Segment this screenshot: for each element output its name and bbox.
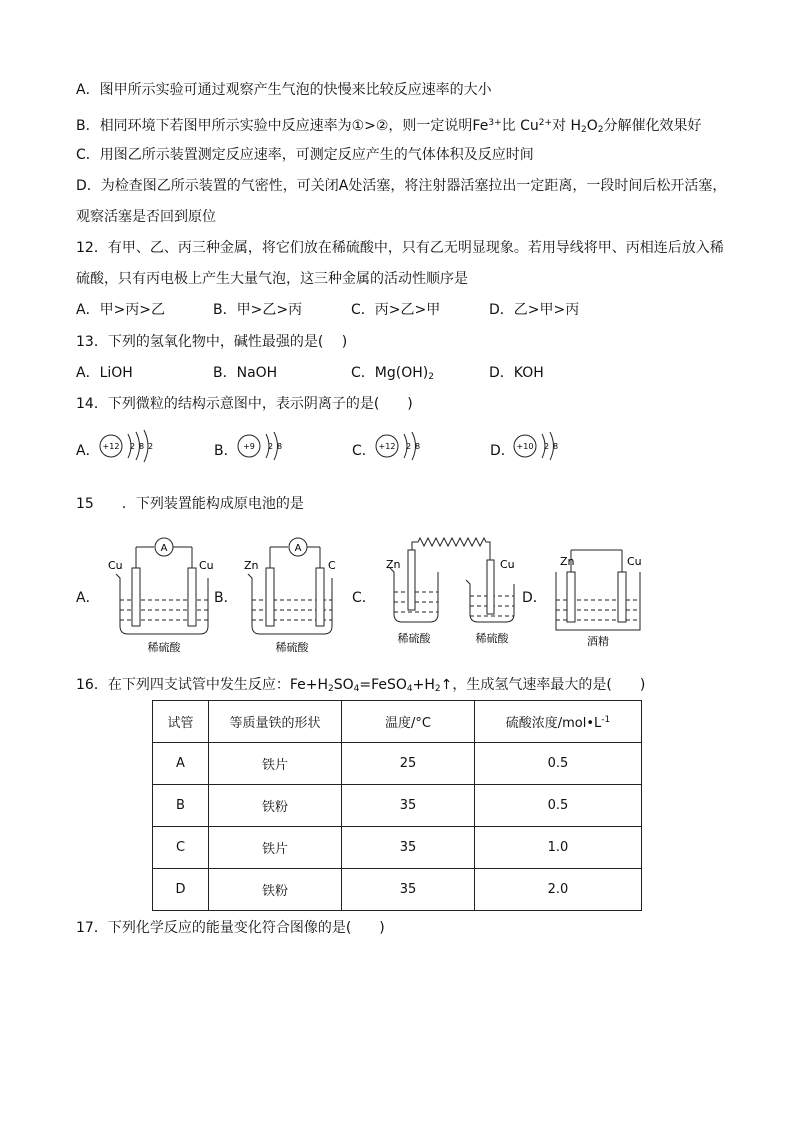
q14-option-c (352, 440, 421, 460)
table-cell: 0.5 (475, 743, 642, 785)
galvanic-cell-diagram-b (236, 530, 356, 660)
table-cell: 35 (342, 785, 475, 827)
solution-left-label: 稀硫酸 (397, 632, 431, 645)
q12-option-b: B．甲>乙>丙 (213, 302, 303, 318)
q15-stem: 15 ．下列装置能构成原电池的是 (76, 496, 304, 512)
electrode-left-label: Cu (108, 559, 123, 572)
electrode-right-label: Cu (199, 559, 214, 572)
q12-stem-line2: 硫酸，只有丙电极上产生大量气泡，这三种金属的活动性顺序是 (76, 271, 468, 287)
q14-option-d (490, 440, 559, 460)
solution-label: 稀硫酸 (147, 641, 181, 654)
table-cell: 铁粉 (209, 869, 342, 911)
q12-option-d: D．乙>甲>丙 (489, 302, 580, 318)
nucleus-charge: +10 (516, 442, 534, 451)
q16-table (152, 700, 642, 911)
option-label: A． (76, 443, 100, 459)
ammeter-label: A (294, 543, 302, 554)
shell-count: 2 (544, 442, 550, 451)
table-row (153, 743, 642, 785)
option-label: A． (76, 590, 100, 606)
shell-count: 2 (130, 442, 136, 451)
solution-label: 稀硫酸 (275, 641, 309, 654)
table-row (153, 869, 642, 911)
q17-stem: 17．下列化学反应的能量变化符合图像的是( ) (76, 920, 385, 936)
shell-count: 2 (148, 442, 154, 451)
shell-count: 8 (415, 442, 421, 451)
table-cell: 铁片 (209, 827, 342, 869)
table-cell: D (153, 869, 209, 911)
option-label: D． (522, 590, 547, 606)
q13-option-c: C．$Mg(OH)_2$ (351, 365, 434, 382)
shell-count: 2 (406, 442, 412, 451)
q12-stem-line1: 12．有甲、乙、丙三种金属，将它们放在稀硫酸中，只有乙无明显现象。若用导线将甲、丙相连后放入稀 (76, 240, 724, 256)
solution-label: 酒精 (587, 635, 609, 648)
table-header: 硫酸浓度$/mol•L^{-1}$ (475, 701, 642, 743)
q14-option-a (76, 440, 154, 460)
electrode-right-label: C (328, 559, 336, 572)
table-cell: B (153, 785, 209, 827)
atom-diagram-c (374, 428, 454, 464)
electrode-left-label: Zn (244, 559, 259, 572)
table-cell: 35 (342, 869, 475, 911)
shell-count: 8 (553, 442, 559, 451)
q11-option-a: A．图甲所示实验可通过观察产生气泡的快慢来比较反应速率的大小 (76, 82, 492, 98)
q13-option-b: B．NaOH (213, 365, 278, 381)
table-cell: 1.0 (475, 827, 642, 869)
atom-diagram-b (236, 428, 316, 464)
table-header: 等质量铁的形状 (209, 701, 342, 743)
solution-right-label: 稀硫酸 (475, 632, 509, 645)
q13-option-d: D．KOH (489, 365, 544, 381)
nucleus-charge: +9 (243, 442, 255, 451)
q11-option-d-line1: D．为检查图乙所示装置的气密性，可关闭A处活塞，将注射器活塞拉出一定距离，一段时间后松开活塞， (76, 178, 727, 194)
galvanic-cell-diagram-a (98, 530, 218, 660)
table-cell: C (153, 827, 209, 869)
q16-stem: 16．在下列四支试管中发生反应：$Fe+H_2SO_4=FeSO_4+H_2↑$，生成氢气速率最大的是( ) (76, 677, 646, 694)
table-cell: 2.0 (475, 869, 642, 911)
shell-count: 2 (268, 442, 274, 451)
q11-option-b: B．相同环境下若图甲所示实验中反应速率为①>②，则一定说明$Fe^{3+}$比 $Cu^{2+}$对 $H_2O_2$分解催化效果好 (76, 118, 702, 135)
q12-option-c: C．丙>乙>甲 (351, 302, 441, 318)
atom-diagram-d (512, 428, 592, 464)
table-row (153, 827, 642, 869)
option-label: B． (214, 443, 238, 459)
electrode-left-label: Zn (560, 555, 575, 568)
q13-stem: 13．下列的氢氧化物中，碱性最强的是( ) (76, 334, 348, 350)
table-row (153, 785, 642, 827)
table-header: 温度/°C (342, 701, 475, 743)
shell-count: 8 (139, 442, 145, 451)
q11-option-c: C．用图乙所示装置测定反应速率，可测定反应产生的气体体积及反应时间 (76, 147, 534, 163)
table-header: 试管 (153, 701, 209, 743)
q14-option-b (214, 440, 283, 460)
q11-option-d-line2: 观察活塞是否回到原位 (76, 209, 216, 225)
atom-diagram-a (98, 428, 178, 464)
option-label: B． (214, 590, 238, 606)
shell-count: 8 (277, 442, 283, 451)
table-cell: 25 (342, 743, 475, 785)
table-cell: 0.5 (475, 785, 642, 827)
nucleus-charge: +12 (102, 442, 120, 451)
ammeter-label: A (160, 543, 168, 554)
option-label: C． (352, 443, 376, 459)
table-cell: 铁片 (209, 743, 342, 785)
electrode-right-label: Cu (500, 558, 515, 571)
q12-option-a: A．甲>丙>乙 (76, 302, 166, 318)
q14-stem: 14．下列微粒的结构示意图中，表示阴离子的是( ) (76, 396, 413, 412)
table-header-row (153, 701, 642, 743)
electrode-left-label: Zn (386, 558, 401, 571)
table-cell: A (153, 743, 209, 785)
q13-option-a: A．LiOH (76, 365, 133, 381)
table-cell: 铁粉 (209, 785, 342, 827)
option-label: D． (490, 443, 515, 459)
galvanic-cell-diagram-d (550, 530, 670, 660)
nucleus-charge: +12 (378, 442, 396, 451)
option-label: C． (352, 590, 376, 606)
galvanic-cell-diagram-c (374, 530, 534, 660)
electrode-right-label: Cu (627, 555, 642, 568)
table-cell: 35 (342, 827, 475, 869)
